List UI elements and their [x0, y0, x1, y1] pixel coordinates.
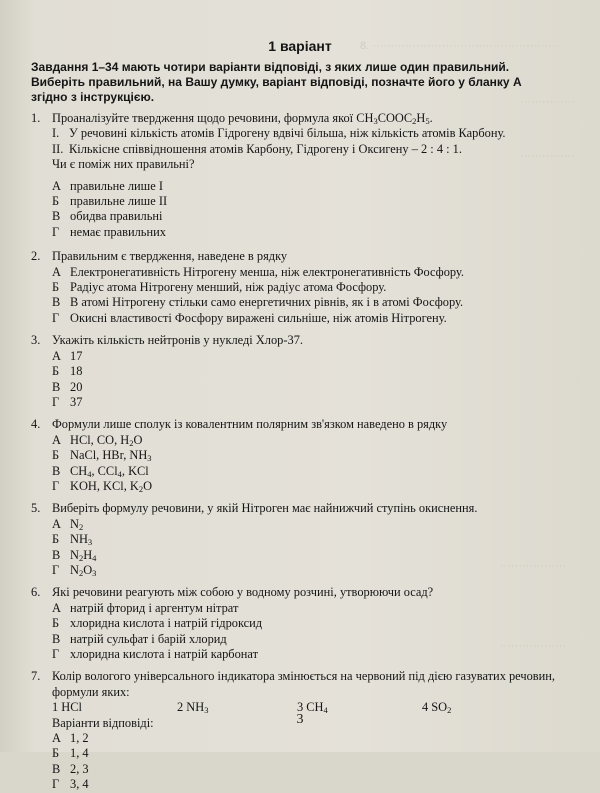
- question-number: 6.: [31, 585, 41, 600]
- bleed-through-line: ···············: [520, 150, 575, 162]
- bleed-through-line: ···············: [520, 96, 575, 108]
- question-text: Виберіть формулу речовини, у якій Нітроген має найнижчий ступінь окиснення.: [52, 501, 478, 516]
- instruction-text: Завдання 1–34 мають чотири варіанти відповіді, з яких лише один правильний. Виберіть правильний, на Вашу думку, варіант відповіді, позначте його у бланку А згідно з інструкцією.: [31, 60, 522, 104]
- question-number: 5.: [31, 501, 41, 516]
- answer-option: В $CH_4$, CCl$_4$, KCl: [52, 463, 149, 479]
- answer-option: Б $NH_3$: [52, 532, 93, 548]
- answer-option: Г 3, 4: [52, 777, 89, 792]
- formula-4: 4 $SO_2$: [422, 700, 452, 716]
- formula-2: 2 $NH_3$: [177, 700, 209, 716]
- answer-option: А $N_2$: [52, 516, 84, 532]
- answer-option: В В атомі Нітрогену стільки само енергетичних рівнів, як і в атомі Фосфору.: [52, 295, 464, 310]
- question-number: 4.: [31, 417, 41, 432]
- variants-label: Варіанти відповіді:: [52, 715, 154, 730]
- answer-option: Б 18: [52, 364, 83, 379]
- question-text: Проаналізуйте твердження щодо речовини, формула якої $CH_3COOC_2H_5$.: [52, 111, 433, 126]
- question-number: 7.: [31, 669, 41, 684]
- answer-option: Г $N_2O_3$: [52, 562, 97, 578]
- answer-option: В $N_2H_4$: [52, 547, 97, 563]
- answer-option: В 2, 3: [52, 761, 89, 776]
- bleed-through-line: ··················: [500, 640, 566, 652]
- answer-option: Б Радіус атома Нітрогену менший, ніж радіус атома Фосфору.: [52, 280, 387, 295]
- question-2: [31, 249, 571, 326]
- formula-1: 1 HCl: [52, 700, 82, 715]
- formula-3: 3 $CH_4$: [297, 700, 328, 716]
- answer-option: Б 1, 4: [52, 746, 89, 761]
- question-6: [31, 585, 571, 662]
- bleed-through-line: 8. ···················································: [360, 40, 560, 52]
- answer-option: А 1, 2: [52, 731, 89, 746]
- answer-option: Г Окисні властивості Фосфору виражені сильніше, ніж атомів Нітрогену.: [52, 310, 447, 325]
- question-1: [31, 111, 571, 240]
- variant-title: 1 варіант: [268, 38, 332, 54]
- answer-option: Г KOH, KCl, $K_2O$: [52, 478, 153, 494]
- question-5: [31, 501, 571, 578]
- answer-option: А 17: [52, 348, 83, 363]
- statement-1: I. У речовині кількість атомів Гідрогену вдвічі більша, ніж кількість атомів Карбону.: [52, 126, 506, 141]
- question-text: Укажіть кількість нейтронів у нукледі Хлор-37.: [52, 333, 303, 348]
- answer-option: Г хлоридна кислота і натрій карбонат: [52, 647, 258, 661]
- answer-option: Г немає правильних: [52, 224, 166, 239]
- question-text: Які речовини реагують між собою у водному розчині, утворюючи осад?: [52, 585, 434, 600]
- question-4: [31, 417, 571, 494]
- answer-option: В обидва правильні: [52, 209, 163, 224]
- page-number: 3: [296, 712, 304, 727]
- question-text: Формули лише сполук із ковалентним полярним зв'язком наведено в рядку: [52, 417, 448, 432]
- question-text: Правильним є твердження, наведене в рядку: [52, 249, 288, 264]
- statement-2: II. Кількісне співвідношення атомів Карбону, Гідрогену і Оксигену – 2 : 4 : 1.: [52, 141, 462, 156]
- question-text: Колір вологого універсального індикатора змінюється на червоний під дією газуватих речовин, формули яких:: [52, 669, 556, 699]
- answer-option: Б правильне лише II: [52, 194, 168, 209]
- question-3: [31, 333, 571, 410]
- answer-option: В натрій сульфат і барій хлорид: [52, 631, 227, 646]
- answer-option: Б хлоридна кислота і натрій гідроксид: [52, 616, 263, 631]
- answer-option: А HCl, CO, $H_2O$: [52, 432, 143, 448]
- answer-option: Б NaCl, HBr, $NH_3$: [52, 448, 152, 464]
- question-7: [31, 669, 571, 792]
- question-number: 3.: [31, 333, 41, 348]
- question-number: 1.: [31, 111, 41, 125]
- question-number: 2.: [31, 249, 41, 264]
- answer-option: В 20: [52, 379, 83, 394]
- question-ask: Чи є поміж них правильні?: [52, 157, 195, 172]
- answer-option: А Електронегативність Нітрогену менша, ніж електронегативність Фосфору.: [52, 264, 464, 279]
- bleed-through-line: ··················: [500, 560, 566, 572]
- answer-option: А натрій фторид і аргентум нітрат: [52, 600, 239, 615]
- answer-option: Г 37: [52, 394, 83, 409]
- answer-option: А правильне лише I: [52, 178, 163, 193]
